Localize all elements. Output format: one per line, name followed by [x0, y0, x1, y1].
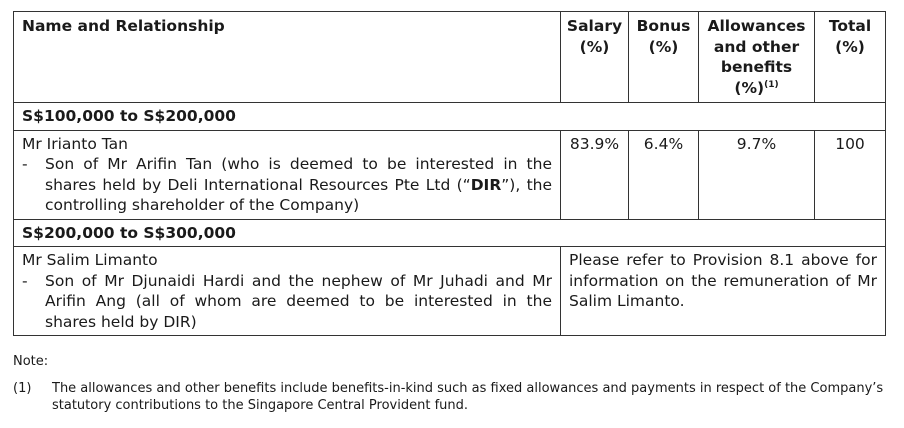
relationship-text-1-post: ”), the controlling shareholder of the Company) — [45, 175, 553, 214]
footnote-1 — [13, 380, 885, 414]
header-allowances-line2: and other — [713, 37, 800, 56]
header-salary-line2: (%) — [579, 37, 610, 56]
header-row — [14, 12, 886, 103]
note-title: Note: — [13, 354, 49, 369]
remark-cell-2: Please refer to Provision 8.1 above for information on the remuneration of Mr Salim Limanto. — [561, 247, 886, 336]
header-bonus-line1: Bonus — [636, 17, 691, 35]
name-cell-2 — [14, 247, 561, 336]
person-name-2: Mr Salim Limanto — [22, 251, 158, 269]
salary-cell-1: 83.9% — [561, 130, 629, 219]
header-allowances-line4: (%) — [734, 78, 765, 97]
header-allowances-line1: Allowances — [707, 17, 806, 35]
table-row-irianto-tan — [14, 130, 886, 219]
name-cell-1 — [14, 130, 561, 219]
footnote-number: (1) — [13, 381, 32, 396]
relationship-2 — [22, 271, 552, 333]
header-bonus-line2: (%) — [648, 37, 679, 56]
relationship-text-2: Son of Mr Djunaidi Hardi and the nephew of Mr Juhadi and Mr Arifin Ang (all of whom are deemed to be interested in the shares held by DIR) — [45, 271, 552, 331]
band-label-1: S$100,000 to S$200,000 — [14, 103, 886, 131]
remuneration-table — [13, 11, 886, 336]
header-name: Name and Relationship — [14, 12, 561, 103]
person-name-1: Mr Irianto Tan — [22, 134, 128, 153]
header-total-line2: (%) — [835, 37, 865, 56]
band-row-1 — [14, 103, 886, 131]
header-salary — [561, 12, 629, 103]
header-allowances — [699, 12, 815, 103]
bullet-dash-2: - — [22, 271, 28, 290]
band-row-2 — [14, 219, 886, 247]
allowances-cell-1: 9.7% — [699, 130, 815, 219]
header-total-line1: Total — [828, 17, 872, 35]
relationship-text-1-bold: DIR — [470, 175, 502, 194]
header-salary-line1: Salary — [566, 17, 623, 35]
total-cell-1: 100 — [815, 130, 886, 219]
relationship-1 — [22, 154, 552, 216]
relationship-text-1 — [45, 154, 552, 216]
bullet-dash-1: - — [22, 155, 28, 173]
header-allowances-line3: benefits — [720, 58, 793, 76]
footnote-text: The allowances and other benefits include benefits-in-kind such as fixed allowances and payments in respect of the Company’s statutory contributions to the Singapore Central Provident fund. — [52, 381, 884, 413]
relationship-text-1-pre: Son of Mr Arifin Tan (who is deemed to be interested in the shares held by Deli International Resources Pte Ltd (“ — [45, 155, 552, 194]
band-label-2: S$200,000 to S$300,000 — [14, 219, 886, 247]
note-reference: (1) — [764, 79, 779, 90]
table-row-salim-limanto — [14, 247, 886, 336]
bonus-cell-1: 6.4% — [629, 130, 699, 219]
header-total — [815, 12, 886, 103]
header-bonus — [629, 12, 699, 103]
